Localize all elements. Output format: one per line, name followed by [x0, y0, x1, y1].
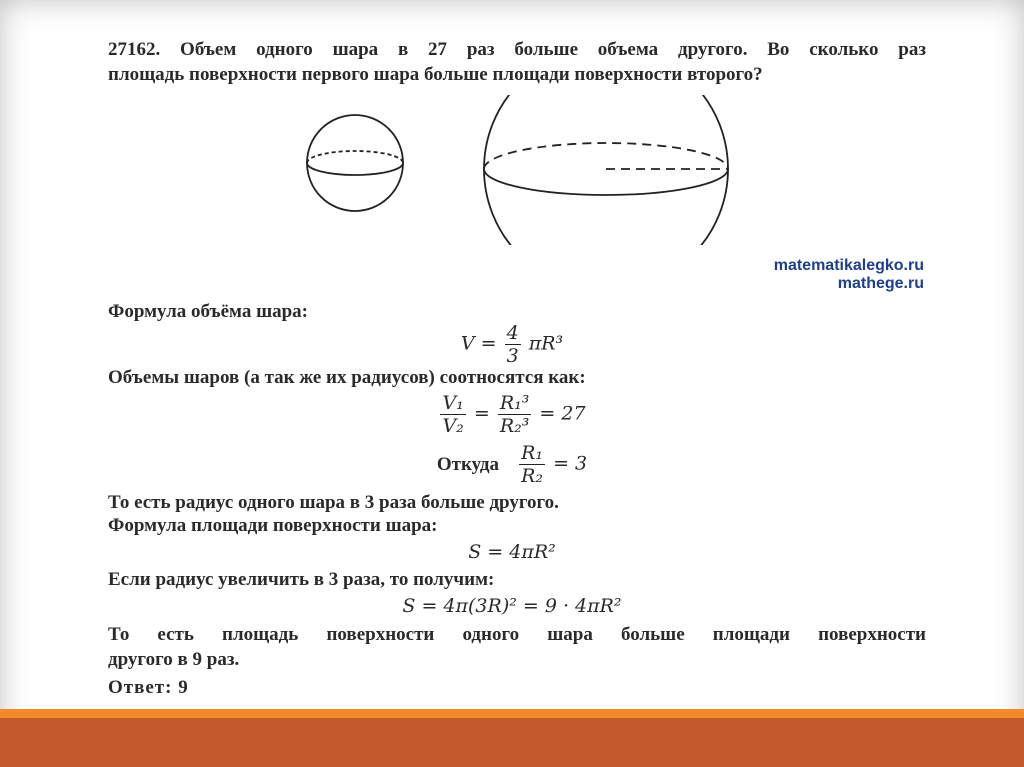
large-sphere	[484, 95, 728, 245]
volume-fraction	[505, 322, 521, 367]
whence-formula	[0, 442, 1024, 487]
ratio-volume-fraction	[440, 392, 465, 437]
whence-result: = 3	[553, 452, 588, 475]
area-formula: S = 4πR²	[468, 541, 556, 563]
volume-fraction-den: 3	[506, 345, 519, 367]
ratio-eq: =	[473, 402, 490, 425]
source-site-2: mathege.ru	[837, 275, 924, 292]
whence-label: Откуда	[436, 453, 500, 475]
ratio-v-den: V₂	[442, 415, 464, 437]
spheres-figure	[0, 95, 1024, 245]
whence-fraction	[519, 442, 545, 487]
whence-num: R₁	[521, 442, 544, 464]
ratio-label: Объемы шаров (а так же их радиусов) соотносятся как:	[108, 367, 586, 388]
ratio-r-num: R₁³	[499, 392, 530, 414]
problem-line-2: площадь поверхности первого шара больше площади поверхности второго?	[108, 64, 763, 85]
volume-fraction-num: 4	[506, 322, 519, 344]
ratio-formula	[0, 392, 1024, 437]
volume-lhs: V =	[460, 332, 497, 355]
radius-statement: То есть радиус одного шара в 3 раза больше другого.	[108, 492, 559, 513]
conclusion-line-2: другого в 9 раз.	[108, 649, 240, 670]
ratio-result: = 27	[539, 402, 586, 425]
small-sphere	[307, 115, 403, 211]
conclusion-line-1: То есть площадь поверхности одного шара больше площади поверхности	[108, 624, 926, 645]
whence-den: R₂	[521, 465, 544, 487]
footer-bar	[0, 718, 1024, 767]
increase-formula: S = 4π(3R)² = 9 · 4πR²	[402, 595, 622, 617]
ratio-radius-fraction	[498, 392, 532, 437]
source-site-1: matematikalegko.ru	[773, 257, 924, 274]
area-formula-label: Формула площади поверхности шара:	[108, 515, 438, 536]
ratio-v-num: V₁	[442, 392, 464, 414]
volume-formula-label: Формула объёма шара:	[108, 301, 309, 322]
answer: Ответ: 9	[108, 677, 189, 698]
problem-line-1: 27162. Объем одного шара в 27 раз больше объема другого. Во сколько раз	[108, 39, 926, 60]
volume-formula	[0, 322, 1024, 367]
increase-label: Если радиус увеличить в 3 раза, то получим:	[108, 569, 495, 590]
footer-accent-stripe	[0, 709, 1024, 718]
volume-rhs: πR³	[528, 332, 564, 355]
ratio-r-den: R₂³	[499, 415, 530, 437]
